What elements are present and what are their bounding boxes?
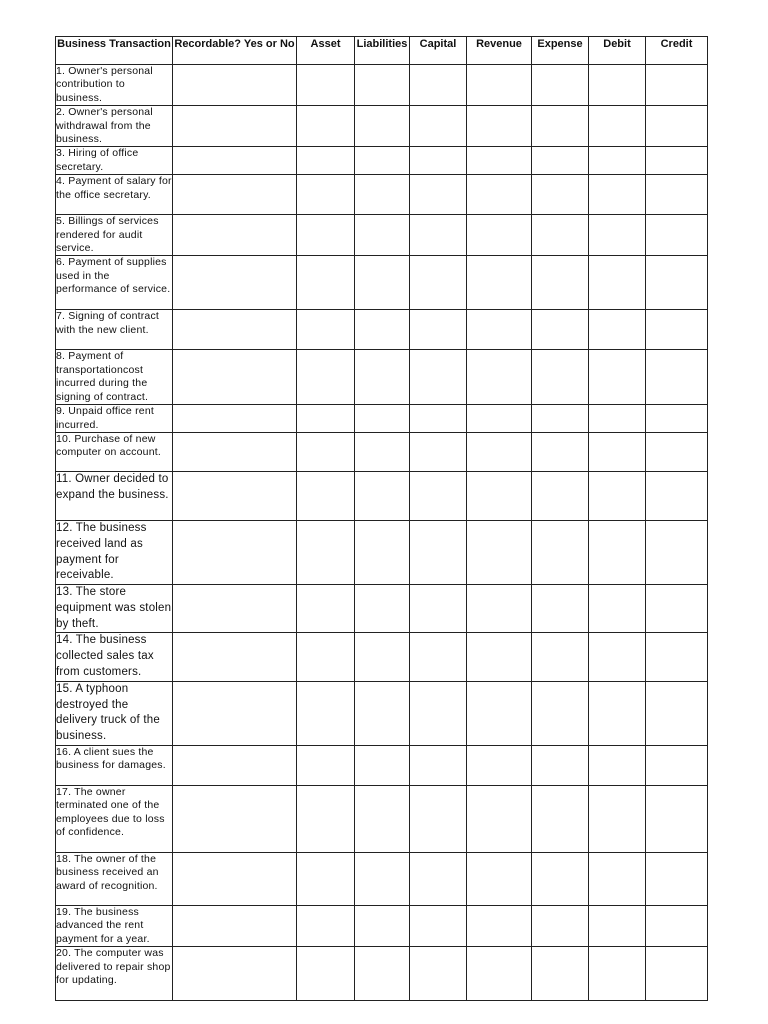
recordable-cell[interactable] (173, 746, 297, 786)
header-credit: Credit (646, 37, 708, 65)
capital-cell[interactable] (410, 853, 467, 906)
revenue-cell[interactable] (467, 310, 532, 350)
table-row (56, 310, 708, 350)
recordable-cell[interactable] (173, 256, 297, 310)
debit-cell[interactable] (589, 585, 646, 633)
credit-cell[interactable] (646, 520, 708, 584)
expense-cell[interactable] (532, 215, 589, 256)
revenue-cell[interactable] (467, 405, 532, 433)
revenue-cell[interactable] (467, 633, 532, 681)
transaction-text: 8. Payment of transportationcost incurred during the signing of contract. (56, 350, 173, 405)
recordable-cell[interactable] (173, 471, 297, 520)
transaction-text: 10. Purchase of new computer on account. (56, 432, 173, 471)
table-row (56, 471, 708, 520)
liabilities-cell[interactable] (355, 947, 410, 1001)
recordable-cell[interactable] (173, 520, 297, 584)
revenue-cell[interactable] (467, 681, 532, 745)
asset-cell[interactable] (297, 256, 355, 310)
revenue-cell[interactable] (467, 906, 532, 947)
expense-cell[interactable] (532, 633, 589, 681)
transaction-text: 16. A client sues the business for damages. (56, 746, 173, 786)
debit-cell[interactable] (589, 853, 646, 906)
capital-cell[interactable] (410, 633, 467, 681)
transaction-text: 13. The store equipment was stolen by theft. (56, 585, 173, 633)
debit-cell[interactable] (589, 633, 646, 681)
header-liabilities: Liabilities (355, 37, 410, 65)
capital-cell[interactable] (410, 175, 467, 215)
table-row (56, 786, 708, 853)
transaction-text: 17. The owner terminated one of the employees due to loss of confidence. (56, 786, 173, 853)
expense-cell[interactable] (532, 681, 589, 745)
capital-cell[interactable] (410, 471, 467, 520)
liabilities-cell[interactable] (355, 256, 410, 310)
revenue-cell[interactable] (467, 106, 532, 147)
capital-cell[interactable] (410, 432, 467, 471)
table-row (56, 106, 708, 147)
expense-cell[interactable] (532, 432, 589, 471)
recordable-cell[interactable] (173, 906, 297, 947)
recordable-cell[interactable] (173, 786, 297, 853)
expense-cell[interactable] (532, 350, 589, 405)
table-row (56, 853, 708, 906)
liabilities-cell[interactable] (355, 746, 410, 786)
liabilities-cell[interactable] (355, 310, 410, 350)
liabilities-cell[interactable] (355, 853, 410, 906)
expense-cell[interactable] (532, 310, 589, 350)
header-debit: Debit (589, 37, 646, 65)
table-row (56, 681, 708, 745)
revenue-cell[interactable] (467, 471, 532, 520)
expense-cell[interactable] (532, 175, 589, 215)
recordable-cell[interactable] (173, 853, 297, 906)
capital-cell[interactable] (410, 520, 467, 584)
transaction-text: 20. The computer was delivered to repair shop for updating. (56, 947, 173, 1001)
transaction-text: 15. A typhoon destroyed the delivery truck of the business. (56, 681, 173, 745)
asset-cell[interactable] (297, 471, 355, 520)
transaction-text: 9. Unpaid office rent incurred. (56, 405, 173, 433)
debit-cell[interactable] (589, 471, 646, 520)
transaction-text: 19. The business advanced the rent payment for a year. (56, 906, 173, 947)
liabilities-cell[interactable] (355, 681, 410, 745)
header-asset: Asset (297, 37, 355, 65)
debit-cell[interactable] (589, 681, 646, 745)
expense-cell[interactable] (532, 147, 589, 175)
asset-cell[interactable] (297, 681, 355, 745)
table-row (56, 147, 708, 175)
credit-cell[interactable] (646, 106, 708, 147)
liabilities-cell[interactable] (355, 906, 410, 947)
capital-cell[interactable] (410, 350, 467, 405)
capital-cell[interactable] (410, 585, 467, 633)
debit-cell[interactable] (589, 65, 646, 106)
credit-cell[interactable] (646, 906, 708, 947)
debit-cell[interactable] (589, 746, 646, 786)
asset-cell[interactable] (297, 432, 355, 471)
liabilities-cell[interactable] (355, 585, 410, 633)
debit-cell[interactable] (589, 786, 646, 853)
expense-cell[interactable] (532, 520, 589, 584)
credit-cell[interactable] (646, 65, 708, 106)
liabilities-cell[interactable] (355, 432, 410, 471)
capital-cell[interactable] (410, 256, 467, 310)
revenue-cell[interactable] (467, 147, 532, 175)
revenue-cell[interactable] (467, 786, 532, 853)
asset-cell[interactable] (297, 585, 355, 633)
asset-cell[interactable] (297, 350, 355, 405)
transaction-text: 14. The business collected sales tax from customers. (56, 633, 173, 681)
recordable-cell[interactable] (173, 215, 297, 256)
recordable-cell[interactable] (173, 681, 297, 745)
expense-cell[interactable] (532, 746, 589, 786)
asset-cell[interactable] (297, 65, 355, 106)
liabilities-cell[interactable] (355, 175, 410, 215)
debit-cell[interactable] (589, 520, 646, 584)
expense-cell[interactable] (532, 405, 589, 433)
asset-cell[interactable] (297, 746, 355, 786)
revenue-cell[interactable] (467, 853, 532, 906)
expense-cell[interactable] (532, 65, 589, 106)
asset-cell[interactable] (297, 405, 355, 433)
asset-cell[interactable] (297, 106, 355, 147)
liabilities-cell[interactable] (355, 786, 410, 853)
transaction-text: 6. Payment of supplies used in the performance of service. (56, 256, 173, 310)
capital-cell[interactable] (410, 65, 467, 106)
liabilities-cell[interactable] (355, 633, 410, 681)
table-row (56, 175, 708, 215)
debit-cell[interactable] (589, 256, 646, 310)
header-recordable: Recordable? Yes or No (173, 37, 297, 65)
recordable-cell[interactable] (173, 585, 297, 633)
revenue-cell[interactable] (467, 215, 532, 256)
recordable-cell[interactable] (173, 147, 297, 175)
liabilities-cell[interactable] (355, 520, 410, 584)
transaction-text: 2. Owner's personal withdrawal from the business. (56, 106, 173, 147)
table-row (56, 405, 708, 433)
debit-cell[interactable] (589, 432, 646, 471)
recordable-cell[interactable] (173, 106, 297, 147)
recordable-cell[interactable] (173, 633, 297, 681)
transaction-text: 5. Billings of services rendered for audit service. (56, 215, 173, 256)
table-row (56, 432, 708, 471)
transaction-text: 11. Owner decided to expand the business. (56, 471, 173, 520)
worksheet (55, 36, 707, 1001)
expense-cell[interactable] (532, 585, 589, 633)
asset-cell[interactable] (297, 175, 355, 215)
credit-cell[interactable] (646, 350, 708, 405)
revenue-cell[interactable] (467, 175, 532, 215)
credit-cell[interactable] (646, 853, 708, 906)
credit-cell[interactable] (646, 633, 708, 681)
liabilities-cell[interactable] (355, 471, 410, 520)
asset-cell[interactable] (297, 947, 355, 1001)
credit-cell[interactable] (646, 681, 708, 745)
revenue-cell[interactable] (467, 350, 532, 405)
revenue-cell[interactable] (467, 432, 532, 471)
asset-cell[interactable] (297, 147, 355, 175)
debit-cell[interactable] (589, 906, 646, 947)
table-body (56, 65, 708, 1001)
recordable-cell[interactable] (173, 432, 297, 471)
asset-cell[interactable] (297, 520, 355, 584)
expense-cell[interactable] (532, 906, 589, 947)
table-row (56, 520, 708, 584)
recordable-cell[interactable] (173, 405, 297, 433)
debit-cell[interactable] (589, 947, 646, 1001)
capital-cell[interactable] (410, 106, 467, 147)
liabilities-cell[interactable] (355, 65, 410, 106)
recordable-cell[interactable] (173, 65, 297, 106)
transaction-text: 1. Owner's personal contribution to business. (56, 65, 173, 106)
liabilities-cell[interactable] (355, 215, 410, 256)
expense-cell[interactable] (532, 471, 589, 520)
transaction-text: 3. Hiring of office secretary. (56, 147, 173, 175)
asset-cell[interactable] (297, 906, 355, 947)
capital-cell[interactable] (410, 746, 467, 786)
liabilities-cell[interactable] (355, 350, 410, 405)
expense-cell[interactable] (532, 853, 589, 906)
revenue-cell[interactable] (467, 520, 532, 584)
recordable-cell[interactable] (173, 175, 297, 215)
header-revenue: Revenue (467, 37, 532, 65)
transaction-text: 4. Payment of salary for the office secretary. (56, 175, 173, 215)
capital-cell[interactable] (410, 147, 467, 175)
revenue-cell[interactable] (467, 256, 532, 310)
debit-cell[interactable] (589, 147, 646, 175)
capital-cell[interactable] (410, 786, 467, 853)
transaction-text: 18. The owner of the business received an award of recognition. (56, 853, 173, 906)
liabilities-cell[interactable] (355, 147, 410, 175)
transaction-text: 12. The business received land as payment for receivable. (56, 520, 173, 584)
credit-cell[interactable] (646, 147, 708, 175)
table-row (56, 65, 708, 106)
table-row (56, 746, 708, 786)
asset-cell[interactable] (297, 786, 355, 853)
capital-cell[interactable] (410, 405, 467, 433)
capital-cell[interactable] (410, 947, 467, 1001)
table-row (56, 585, 708, 633)
table-row (56, 906, 708, 947)
header-row (56, 37, 708, 65)
capital-cell[interactable] (410, 215, 467, 256)
recordable-cell[interactable] (173, 947, 297, 1001)
expense-cell[interactable] (532, 256, 589, 310)
asset-cell[interactable] (297, 310, 355, 350)
recordable-cell[interactable] (173, 310, 297, 350)
credit-cell[interactable] (646, 310, 708, 350)
table-row (56, 256, 708, 310)
liabilities-cell[interactable] (355, 405, 410, 433)
table-row (56, 633, 708, 681)
header-capital: Capital (410, 37, 467, 65)
recordable-cell[interactable] (173, 350, 297, 405)
credit-cell[interactable] (646, 175, 708, 215)
expense-cell[interactable] (532, 106, 589, 147)
asset-cell[interactable] (297, 215, 355, 256)
credit-cell[interactable] (646, 746, 708, 786)
revenue-cell[interactable] (467, 746, 532, 786)
debit-cell[interactable] (589, 215, 646, 256)
capital-cell[interactable] (410, 681, 467, 745)
expense-cell[interactable] (532, 947, 589, 1001)
transaction-text: 7. Signing of contract with the new client. (56, 310, 173, 350)
revenue-cell[interactable] (467, 585, 532, 633)
debit-cell[interactable] (589, 405, 646, 433)
asset-cell[interactable] (297, 853, 355, 906)
debit-cell[interactable] (589, 106, 646, 147)
revenue-cell[interactable] (467, 947, 532, 1001)
debit-cell[interactable] (589, 350, 646, 405)
table-row (56, 215, 708, 256)
credit-cell[interactable] (646, 432, 708, 471)
revenue-cell[interactable] (467, 65, 532, 106)
header-expense: Expense (532, 37, 589, 65)
credit-cell[interactable] (646, 947, 708, 1001)
expense-cell[interactable] (532, 786, 589, 853)
table-row (56, 947, 708, 1001)
credit-cell[interactable] (646, 786, 708, 853)
capital-cell[interactable] (410, 310, 467, 350)
credit-cell[interactable] (646, 405, 708, 433)
liabilities-cell[interactable] (355, 106, 410, 147)
asset-cell[interactable] (297, 633, 355, 681)
capital-cell[interactable] (410, 906, 467, 947)
debit-cell[interactable] (589, 310, 646, 350)
transaction-table (55, 36, 708, 1001)
credit-cell[interactable] (646, 471, 708, 520)
table-row (56, 350, 708, 405)
header-transaction: Business Transaction (56, 37, 173, 65)
credit-cell[interactable] (646, 215, 708, 256)
credit-cell[interactable] (646, 585, 708, 633)
credit-cell[interactable] (646, 256, 708, 310)
debit-cell[interactable] (589, 175, 646, 215)
